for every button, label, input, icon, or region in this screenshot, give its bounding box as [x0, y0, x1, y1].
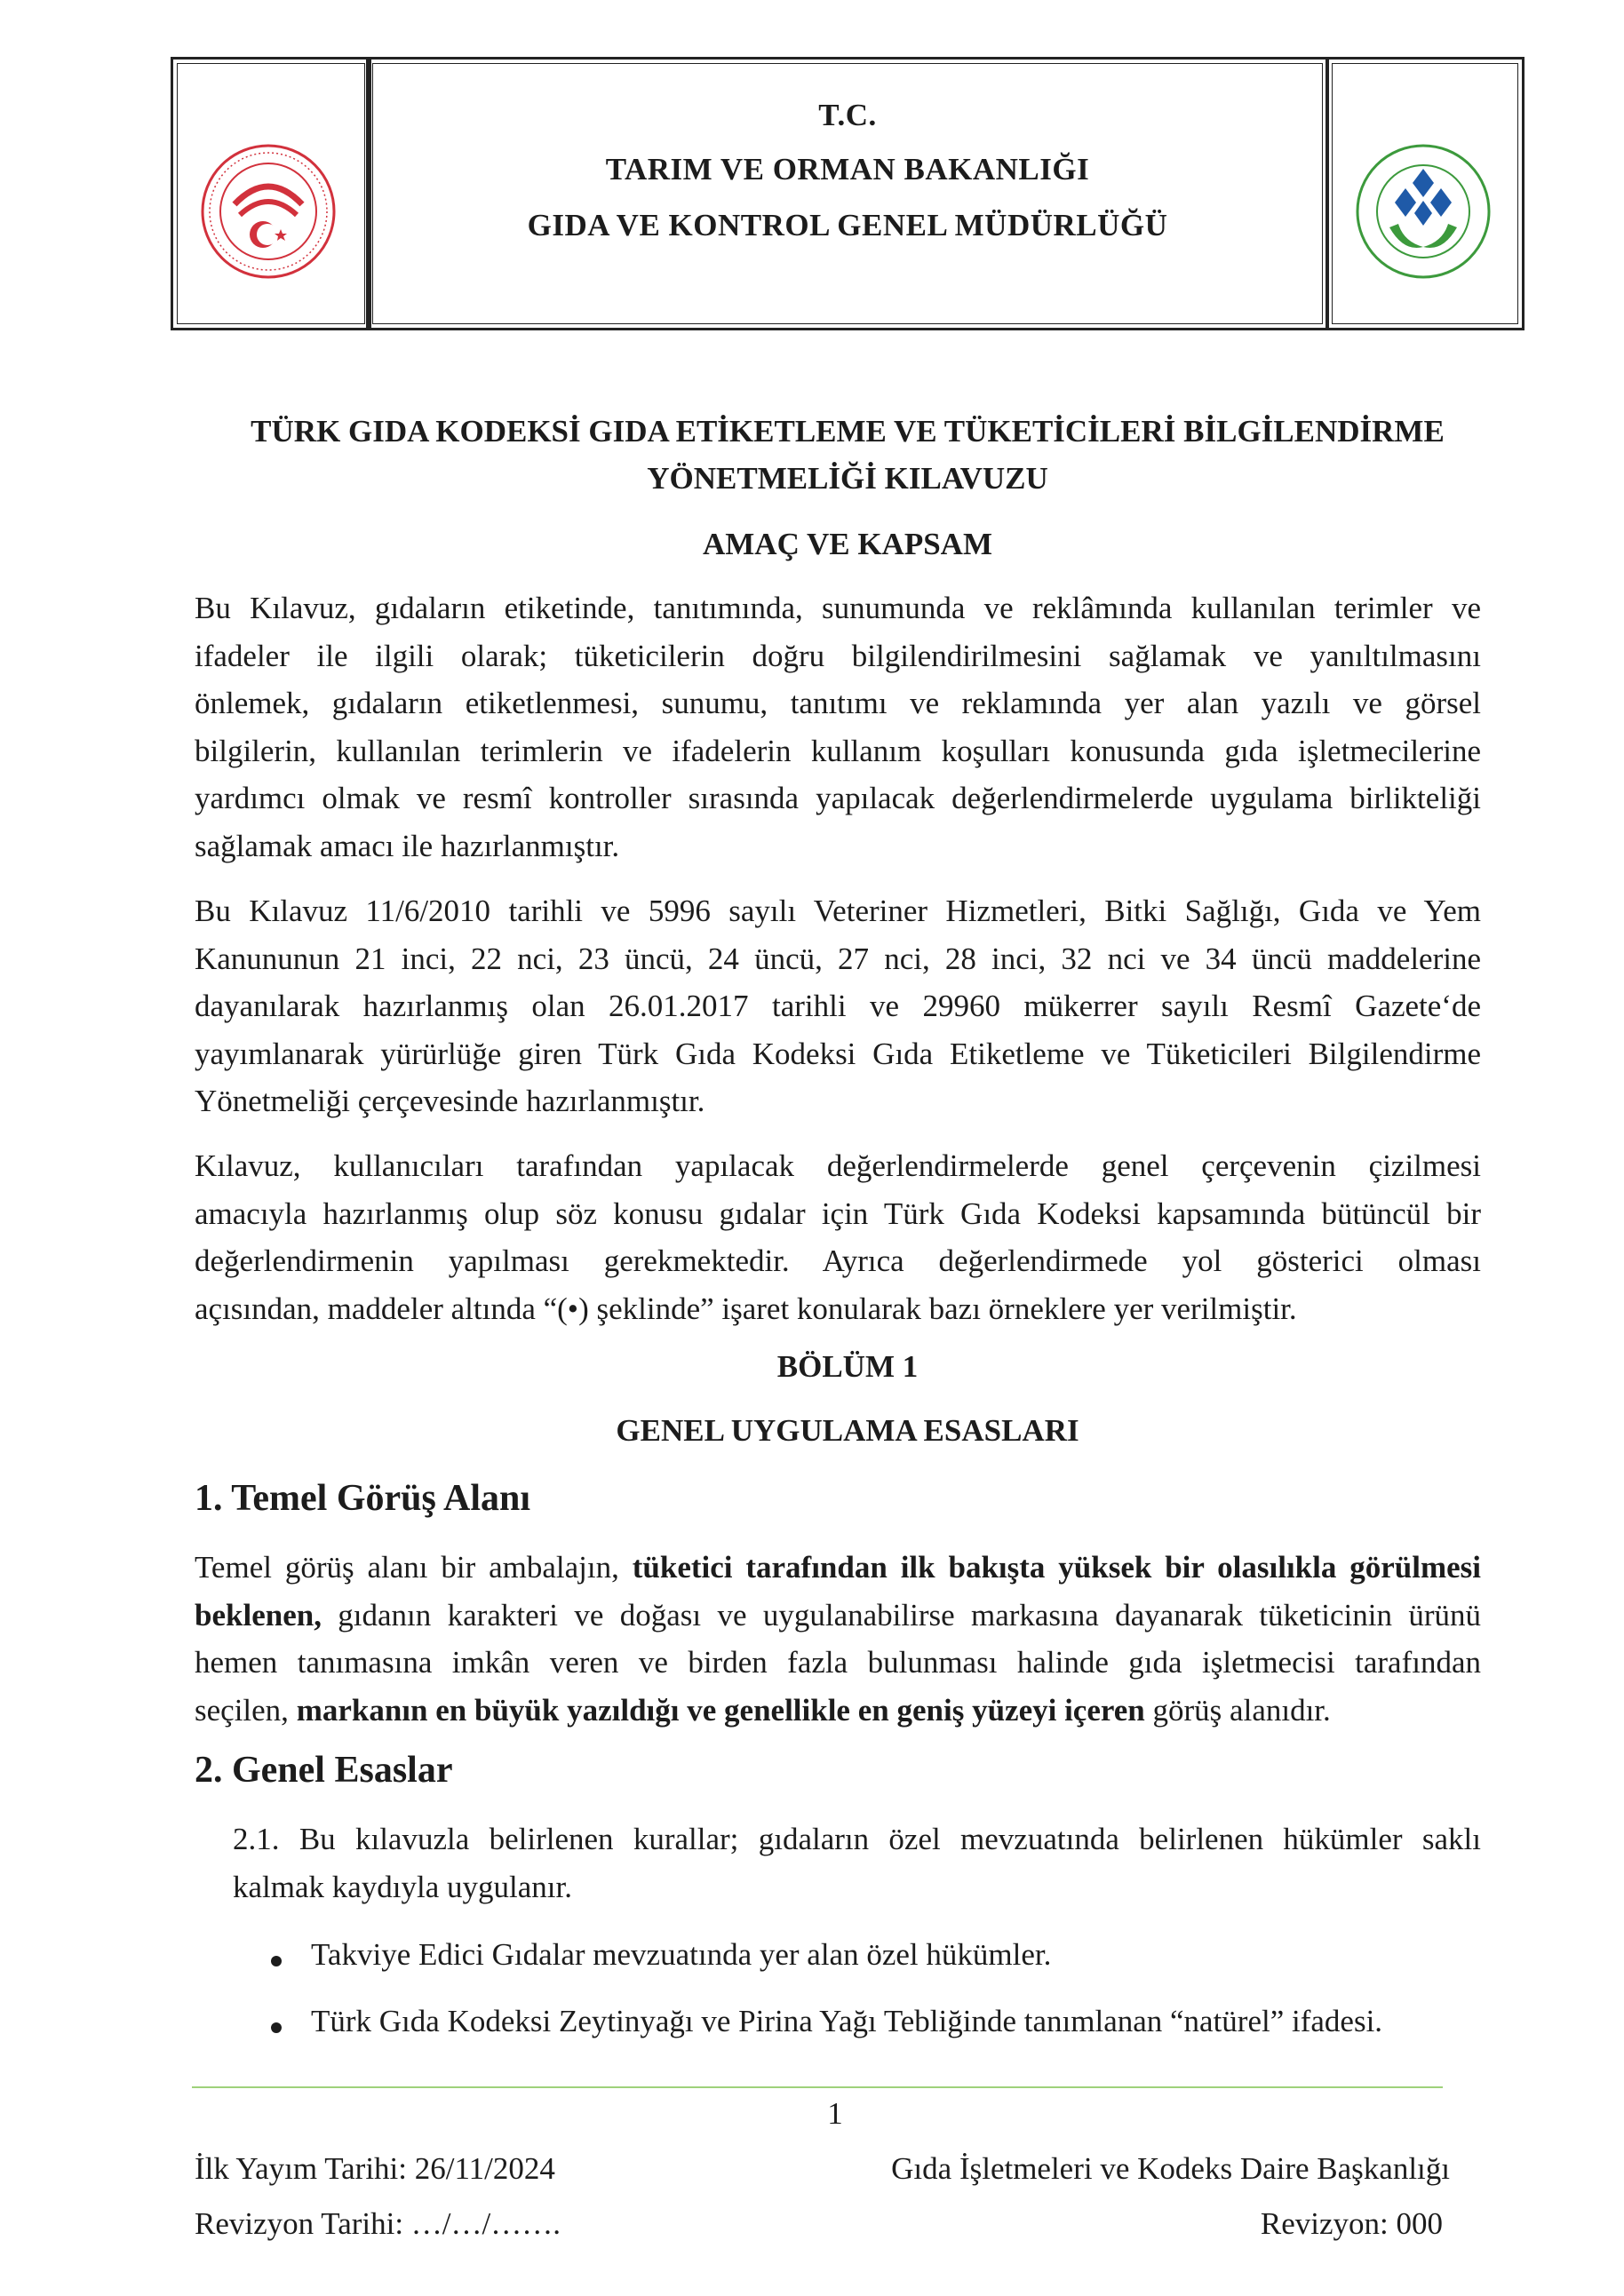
paragraph-line: kalmak kaydıyla uygulanır.: [233, 1869, 572, 1904]
paragraph-line: ifadeler ile ilgili olarak; tüketicilerin doğru bilgilendirilmesini sağlamak ve yanıltılmasını: [195, 638, 1481, 673]
paragraph-line: Bu Kılavuz, gıdaların etiketinde, tanıtımında, sunumunda ve reklâmında kullanılan terimler ve: [195, 591, 1481, 625]
paragraph-usage: [195, 1142, 1481, 1332]
part-subtitle: GENEL UYGULAMA ESASLARI: [616, 1413, 1079, 1448]
paragraph-line: Yönetmeliği çerçevesinde hazırlanmıştır.: [195, 1084, 705, 1118]
text-run: seçilen,: [195, 1692, 297, 1728]
paragraph-line: Kılavuz, kullanıcıları tarafından yapılacak değerlendirmelerde genel çerçevenin çizilmesi: [195, 1148, 1481, 1183]
bullet-icon: [271, 2022, 282, 2033]
paragraph-line: amacıyla hazırlanmış olup söz konusu gıdalar için Türk Gıda Kodeksi kapsamında bütüncül bir: [195, 1196, 1481, 1231]
paragraph-line: yayımlanarak yürürlüğe giren Türk Gıda Kodeksi Gıda Etiketleme ve Tüketicileri Bilgilendirme: [195, 1036, 1481, 1071]
ministry-logo: [199, 142, 338, 281]
heading-temel-gorus-alani: 1. Temel Görüş Alanı: [195, 1478, 531, 1519]
paragraph-line: önlemek, gıdaların etiketlenmesi, sunumu, tanıtımı ve reklamında yer alan yazılı ve görsel: [195, 686, 1481, 720]
paragraph-line: bilgilerin, kullanılan terimlerin ve ifadelerin kullanım koşulları konusunda gıda işletmecilerine: [195, 733, 1481, 768]
part-title: BÖLÜM 1: [776, 1349, 919, 1384]
document-title-line2: YÖNETMELİĞİ KILAVUZU: [647, 461, 1048, 496]
item-number: 2.1.: [233, 1822, 280, 1856]
header-line-ministry: TARIM VE ORMAN BAKANLIĞI: [605, 152, 1090, 187]
department-name: Gıda İşletmeleri ve Kodeks Daire Başkanlığı: [891, 2151, 1450, 2186]
paragraph-line: [195, 1544, 1481, 1592]
heading-genel-esaslar: 2. Genel Esaslar: [195, 1750, 453, 1791]
text-run: görüş alanıdır.: [1144, 1692, 1331, 1728]
text-run: Temel görüş alanı bir ambalajın,: [195, 1550, 633, 1585]
revision-date: Revizyon Tarihi: …/…/…….: [195, 2206, 561, 2241]
bullet-item: Takviye Edici Gıdalar mevzuatında yer alan özel hükümler.: [311, 1937, 1052, 1972]
paragraph-line: yardımcı olmak ve resmî kontroller sırasında yapılacak değerlendirmelerde uygulama birlikteliği: [195, 781, 1481, 815]
paragraph-legal-basis: [195, 887, 1481, 1125]
footer-divider: [192, 2086, 1443, 2088]
paragraph-line: açısından, maddeler altında “(•) şeklinde” işaret konularak bazı örneklere yer verilmiştir.: [195, 1291, 1297, 1326]
text-run: gıdanın karakteri ve doğası ve uygulanabilirse markasına dayanarak tüketicinin ürünü: [321, 1597, 1481, 1633]
document-header: [171, 57, 1524, 330]
page-number: 1: [827, 2096, 843, 2131]
paragraph-line: değerlendirmenin yapılması gerekmektedir. Ayrıca değerlendirmede yol gösterici olması: [195, 1243, 1481, 1278]
paragraph-line: hemen tanımasına imkân veren ve birden fazla bulunması halinde gıda işletmecisi tarafından: [195, 1645, 1481, 1680]
directorate-logo: [1354, 142, 1493, 281]
bold-text: beklenen,: [195, 1597, 322, 1633]
document-title-line1: TÜRK GIDA KODEKSİ GIDA ETİKETLEME VE TÜKETİCİLERİ BİLGİLENDİRME: [251, 414, 1445, 449]
paragraph-purpose: [195, 584, 1481, 870]
item-2-1: [233, 1815, 1481, 1911]
paragraph-line: [195, 1592, 1481, 1640]
header-line-directorate: GIDA VE KONTROL GENEL MÜDÜRLÜĞÜ: [527, 208, 1168, 242]
revision-number: Revizyon: 000: [1260, 2206, 1443, 2241]
paragraph-line: dayanılarak hazırlanmış olan 26.01.2017 tarihli ve 29960 mükerrer sayılı Resmî Gazete‘de: [195, 989, 1481, 1023]
first-publish-date: İlk Yayım Tarihi: 26/11/2024: [195, 2151, 555, 2186]
text-run: Bu kılavuzla belirlenen kurallar; gıdaların özel mevzuatında belirlenen hükümler saklı: [279, 1822, 1481, 1856]
bullet-icon: [271, 1956, 282, 1966]
section-title: AMAÇ VE KAPSAM: [702, 527, 992, 561]
bold-text: markanın en büyük yazıldığı ve genellikle en geniş yüzeyi içeren: [296, 1692, 1145, 1728]
bullet-item: Türk Gıda Kodeksi Zeytinyağı ve Pirina Yağı Tebliğinde tanımlanan “natürel” ifadesi.: [311, 2004, 1383, 2038]
paragraph-line: Bu Kılavuz 11/6/2010 tarihli ve 5996 sayılı Veteriner Hizmetleri, Bitki Sağlığı, Gıda ve Yem: [195, 894, 1481, 928]
paragraph-line: [195, 1687, 1481, 1735]
paragraph-line: [233, 1815, 1481, 1863]
bold-text: tüketici tarafından ilk bakışta yüksek bir olasılıkla görülmesi: [632, 1550, 1481, 1585]
paragraph-line: Kanununun 21 inci, 22 nci, 23 üncü, 24 üncü, 27 nci, 28 inci, 32 nci ve 34 üncü maddelerine: [195, 941, 1481, 976]
header-line-tc: T.C.: [818, 98, 877, 132]
paragraph-line: sağlamak amacı ile hazırlanmıştır.: [195, 828, 620, 863]
paragraph-main-field-of-view: [195, 1544, 1481, 1734]
